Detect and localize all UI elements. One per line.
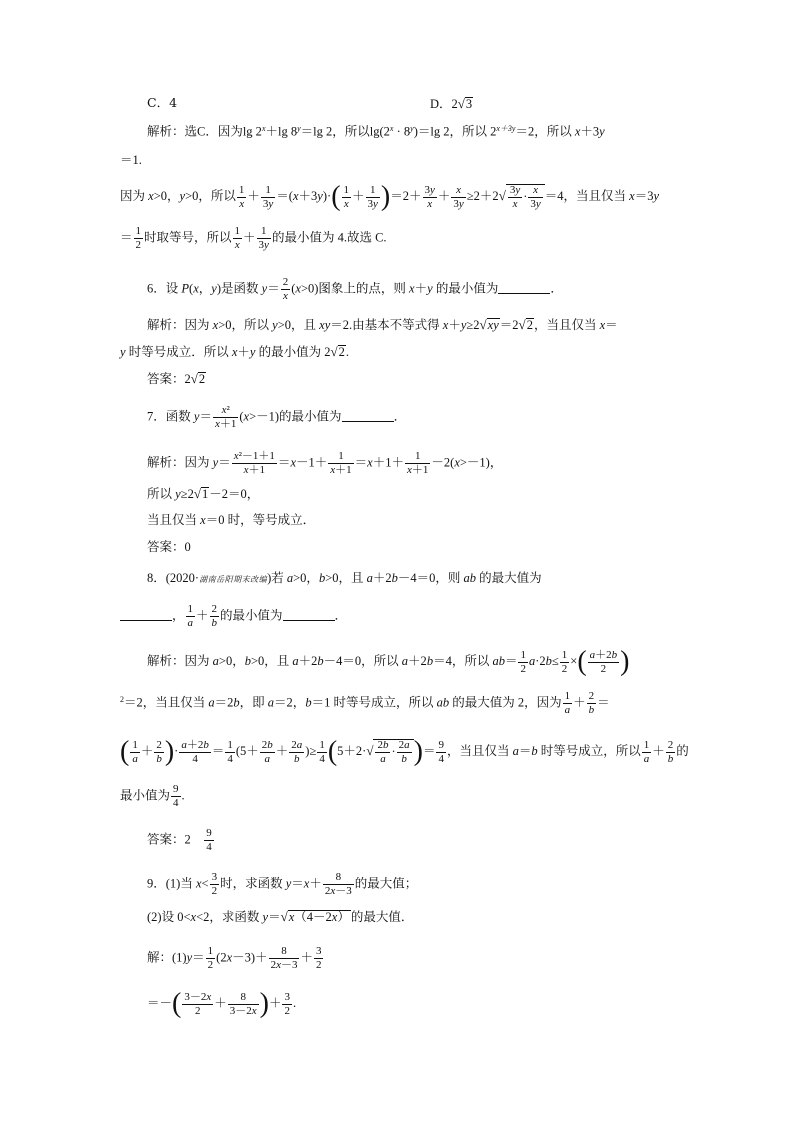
q9-part-2: (2)设 0<x<2，求函数 y＝√x（4－2x）的最大值． [147, 909, 414, 924]
q6-answer: 答案：2√2 [147, 371, 206, 386]
q7-solution-line-2: 所以 y≥2√1－2＝0， [147, 486, 260, 501]
q6-stem: 6．设 P(x，y)是函数 y＝ $\frac{2}{x}$ (x>0)图象上的点，则 x＋y 的最小值为 ． [147, 276, 563, 302]
q5-option-c [147, 97, 177, 110]
q7-solution-line-3: 当且仅当 x＝0 时，等号成立． [147, 513, 316, 527]
q9-solution-line-1: 解：(1)y＝ $\frac{1}{2}$ (2x－3)＋ $\frac{8}{2x-3}$ ＋ $\frac{3}{2}$ [147, 945, 322, 971]
q8-solution-line-1: 解析：因为 a>0，b>0，且 a＋2b－4＝0，所以 a＋2b＝4，所以 ab＝ $\frac{1}{2}$ a·2b≤ $\frac{1}{2}$ ×( $\frac{a+2b}{2}$ ) [147, 646, 630, 677]
q6-solution-line-2: y 时等号成立．所以 x＋y 的最小值为 2√2. [120, 344, 349, 359]
q8-stem-line-2: ， $\frac{1}{a}$ ＋ $\frac{2}{b}$ 的最小值为 ． [120, 604, 347, 629]
q5-solution-line-3: 因为 x>0，y>0，所以 $\frac{1}{x}$ ＋ $\frac{1}{3y}$ ＝(x＋3y)·( $\frac{1}{x}$ ＋ $\frac{1}{3y}$ )＝2＋ $\frac{3y}{x}$ ＋ $\frac{x}{3y}$ ≥2＋2√ $\frac{3y}{x}$ · $\frac{x}{3y}$ ＝4，当且仅当 x＝3y [120, 181, 660, 212]
q8-stem-line-1: 8．(2020·湖南岳阳期末改编)若 a>0，b>0，且 a＋2b－4＝0，则 ab 的最大值为 [147, 571, 542, 585]
q5-solution-line-4: ＝ $\frac{1}{2}$ 时取等号，所以 $\frac{1}{x}$ ＋ $\frac{1}{3y}$ 的最小值为 4.故选 C. [120, 225, 387, 251]
q7-solution-line-1: 解析：因为 y＝ $\frac{\text{x²－1＋1}}{x+1}$ ＝x－1＋ $\frac{1}{x+1}$ ＝x＋1＋ $\frac{1}{x+1}$ －2(x>－1)， [147, 450, 503, 476]
q8-solution-line-3: ( $\frac{1}{a}$ ＋ $\frac{2}{b}$ )· $\frac{a+2b}{4}$ ＝ $\frac{1}{4}$ (5＋ $\frac{2b}{a}$ ＋ $\frac{2a}{b}$ )≥ $\frac{1}{4}$ (5＋2·√ $\frac{2b}{a}$ · $\frac{2a}{b}$ )＝ $\frac{9}{4}$ ，当且仅当 a＝b 时等号成立，所以 $\frac{1}{a}$ ＋ $\frac{2}{b}$ 的 [120, 736, 689, 767]
q5-option-d: D．2√3 [430, 96, 473, 111]
q7-answer: 答案：0 [147, 540, 191, 554]
q7-stem: 7．函数 y＝ $\frac{\text{x²}}{x+1}$ (x>－1)的最小值为 ． [147, 404, 407, 430]
q8-solution-line-4: 最小值为 $\frac{9}{4}$ . [120, 783, 185, 809]
q5-solution-line-1: 解析：选C．因为$\lg 2^x+\lg$ $8^y=\lg$ 2，所以$\lg(2^x \cdot 8^y)=\lg$ 2，所以 $2^{x+3y}=2$，所以 x＋3y [147, 124, 605, 139]
q5-solution-line-2: ＝1. [120, 153, 142, 167]
q8-source: 湖南岳阳期末改编 [199, 575, 268, 584]
q9-part-1: 9．(1)当 x< $\frac{3}{2}$ 时，求函数 y＝x＋ $\frac{8}{2x-3}$ 的最大值； [147, 871, 418, 897]
q8-solution-line-2: $^2$＝2，当且仅当 a＝2b，即 a＝2，b＝1 时等号成立，所以 ab 的最大值为 2，因为 $\frac{1}{a}$ ＋ $\frac{2}{b}$ ＝ [120, 690, 610, 716]
q6-solution-line-1: 解析：因为 x>0，所以 y>0，且 xy＝2.由基本不等式得 x＋y≥2√xy＝2√2，当且仅当 x＝ [147, 317, 618, 332]
q5-option-c-text: C．4 [147, 95, 178, 110]
q9-solution-line-2: ＝－( $\frac{3-2x}{2}$ ＋ $\frac{8}{3-2x}$ )＋ $\frac{3}{2}$ . [147, 988, 297, 1019]
q8-answer: 答案：2 $\frac{9}{4}$ [147, 827, 212, 853]
